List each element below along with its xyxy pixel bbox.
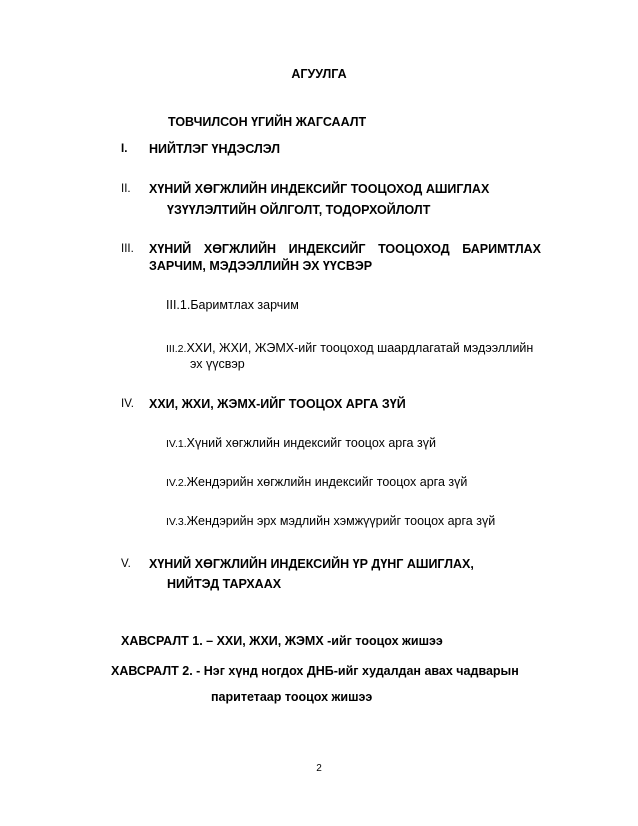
toc-subsection-number: III.2. — [166, 343, 187, 355]
toc-section-title-cont: НИЙТЭД ТАРХААХ — [167, 577, 282, 591]
toc-subsection-title: Баримтлах зарчим — [190, 298, 299, 312]
toc-subsection-number: IV.1. — [166, 438, 187, 450]
toc-subsection-title: Жендэрийн хөгжлийн индексийг тооцох арга зүй — [186, 475, 468, 489]
toc-section-title — [149, 241, 541, 257]
toc-subsection — [166, 435, 436, 452]
toc-word: ХҮНИЙ — [149, 242, 192, 256]
toc-section-title: ХХИ, ЖХИ, ЖЭМХ-ИЙГ ТООЦОХ АРГА ЗҮЙ — [149, 397, 406, 411]
toc-word: БАРИМТЛАХ — [462, 242, 541, 256]
toc-subsection-title: ХХИ, ЖХИ, ЖЭМХ-ийг тооцоход шаардлагатай мэдээллийн — [186, 341, 534, 355]
toc-section-title: ХҮНИЙ ХӨГЖЛИЙН ИНДЕКСИЙН ҮР ДҮНГ АШИГЛАХ, — [149, 557, 474, 571]
toc-subsection — [166, 513, 495, 530]
toc-section-title-cont: ҮЗҮҮЛЭЛТИЙН ОЙЛГОЛТ, ТОДОРХОЙЛОЛТ — [167, 203, 431, 217]
toc-appendix-2: ХАВСРАЛТ 2. - Нэг хүнд ногдох ДНБ-ийг худалдан авах чадварын — [111, 664, 519, 678]
toc-subsection-number: IV.3. — [166, 516, 187, 528]
toc-section-number: V. — [121, 558, 131, 570]
toc-subsection-number: IV.2. — [166, 477, 187, 489]
toc-section-title-cont: ЗАРЧИМ, МЭДЭЭЛЛИЙН ЭХ ҮҮСВЭР — [149, 259, 373, 273]
toc-subsection — [166, 340, 533, 357]
toc-subsection — [166, 474, 467, 491]
toc-appendix-1: ХАВСРАЛТ 1. – ХХИ, ЖХИ, ЖЭМХ -ийг тооцох жишээ — [121, 634, 443, 648]
toc-section-number: III. — [121, 243, 134, 255]
toc-section-title: ХҮНИЙ ХӨГЖЛИЙН ИНДЕКСИЙГ ТООЦОХОД АШИГЛАХ — [149, 182, 490, 196]
page-number: 2 — [316, 763, 322, 774]
toc-word: ТООЦОХОД — [378, 242, 450, 256]
toc-subsection-title: Жендэрийн эрх мэдлийн хэмжүүрийг тооцох арга зүй — [186, 514, 496, 528]
toc-subsection-cont: эх үүсвэр — [190, 357, 245, 371]
toc-section-title: НИЙТЛЭГ ҮНДЭСЛЭЛ — [149, 142, 280, 156]
toc-section-number: IV. — [121, 398, 135, 410]
toc-appendix-2-cont: паритетаар тооцох жишээ — [211, 690, 373, 704]
toc-abbreviations: ТОВЧИЛСОН ҮГИЙН ЖАГСААЛТ — [168, 115, 367, 129]
toc-subsection-title: Хүний хөгжлийн индексийг тооцох арга зүй — [186, 436, 436, 450]
toc-subsection — [166, 297, 299, 313]
toc-word: ИНДЕКСИЙГ — [288, 242, 366, 256]
toc-section-number: II. — [121, 183, 131, 195]
page-title: АГУУЛГА — [291, 67, 347, 81]
toc-section-number: I. — [121, 143, 128, 155]
toc-subsection-number: III.1. — [166, 298, 191, 312]
toc-word: ХӨГЖЛИЙН — [203, 242, 277, 256]
